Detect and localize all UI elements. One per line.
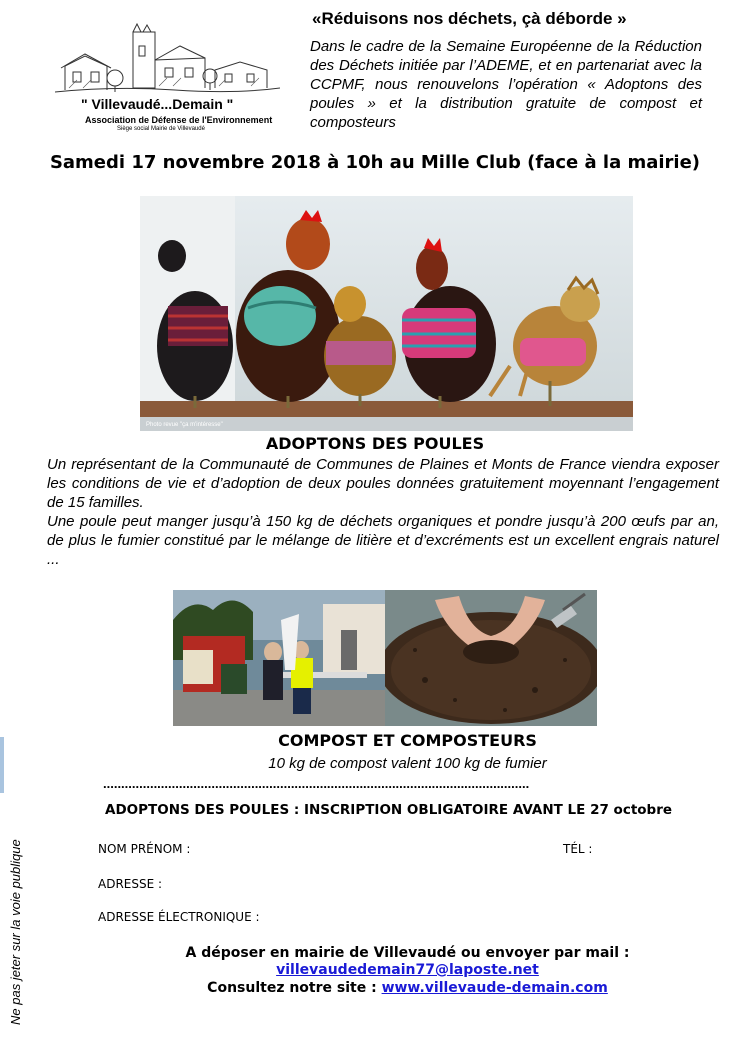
hens-photo [140,196,633,431]
website-prefix: Consultez notre site : [207,980,382,996]
header-intro: Dans le cadre de la Semaine Européenne de la Réduction des Déchets initiée par l’ADEME, et en partenariat avec la CCPMF, nous renouvelons l’opération « Adoptons des poules » et la distribution gratuite de compost et composteurs [310,38,702,131]
deposit-instructions: A déposer en mairie de Villevaudé ou envoyer par mail : [185,945,630,961]
email-field-label: ADRESSE ÉLECTRONIQUE : [98,910,260,924]
website-line [0,980,750,996]
header-title: «Réduisons nos déchets, çà déborde » [312,9,627,28]
phone-field-label: TÉL : [563,842,593,856]
section-body-hens [47,455,719,569]
section-title-hens: ADOPTONS DES POULES [265,434,485,453]
side-accent-bar [0,737,4,793]
compost-hands-photo [385,590,597,726]
form-title: ADOPTONS DES POULES : INSCRIPTION OBLIGATOIRE AVANT LE 27 octobre [105,802,673,818]
logo-subtitle: Association de Défense de l'Environnement [85,115,273,125]
hens-paragraph-2: Une poule peut manger jusqu’à 150 kg de déchets organiques et pondre jusqu’à 200 œufs par an, de plus le fumier constitué par le mélange de litière et d’excréments est un excellent engrais naturel ... [47,513,719,568]
event-date-line: Samedi 17 novembre 2018 à 10h au Mille Club (face à la mairie) [49,152,701,173]
address-field-label: ADRESSE : [98,877,163,891]
side-note-vertical: Ne pas jeter sur la voie publique [8,839,23,1025]
hens-photo-caption: Photo revue "ça m'intéresse" [146,422,223,428]
section-title-compost: COMPOST ET COMPOSTEURS [278,731,537,750]
hens-paragraph-1: Un représentant de la Communauté de Communes de Plaines et Monts de France viendra exposer les conditions de vie et d’adoption de deux poules données gratuitement moyennant l’engagement de 15 familles. [47,456,719,511]
contact-email-link[interactable]: villevaudedemain77@laposte.net [276,962,539,978]
cut-line-separator: ...................................................................................................................... [103,776,530,791]
website-link[interactable]: www.villevaude-demain.com [381,980,608,996]
section-subtitle-compost: 10 kg de compost valent 100 kg de fumier [268,755,547,772]
logo-address: Siège social Mairie de Villevaudé [117,126,205,132]
logo-title: " Villevaudé...Demain " [81,96,234,112]
name-field-label: NOM PRÉNOM : [98,842,191,856]
village-drawing-icon [55,20,280,100]
association-logo [55,20,280,135]
compost-stand-photo [173,590,385,726]
